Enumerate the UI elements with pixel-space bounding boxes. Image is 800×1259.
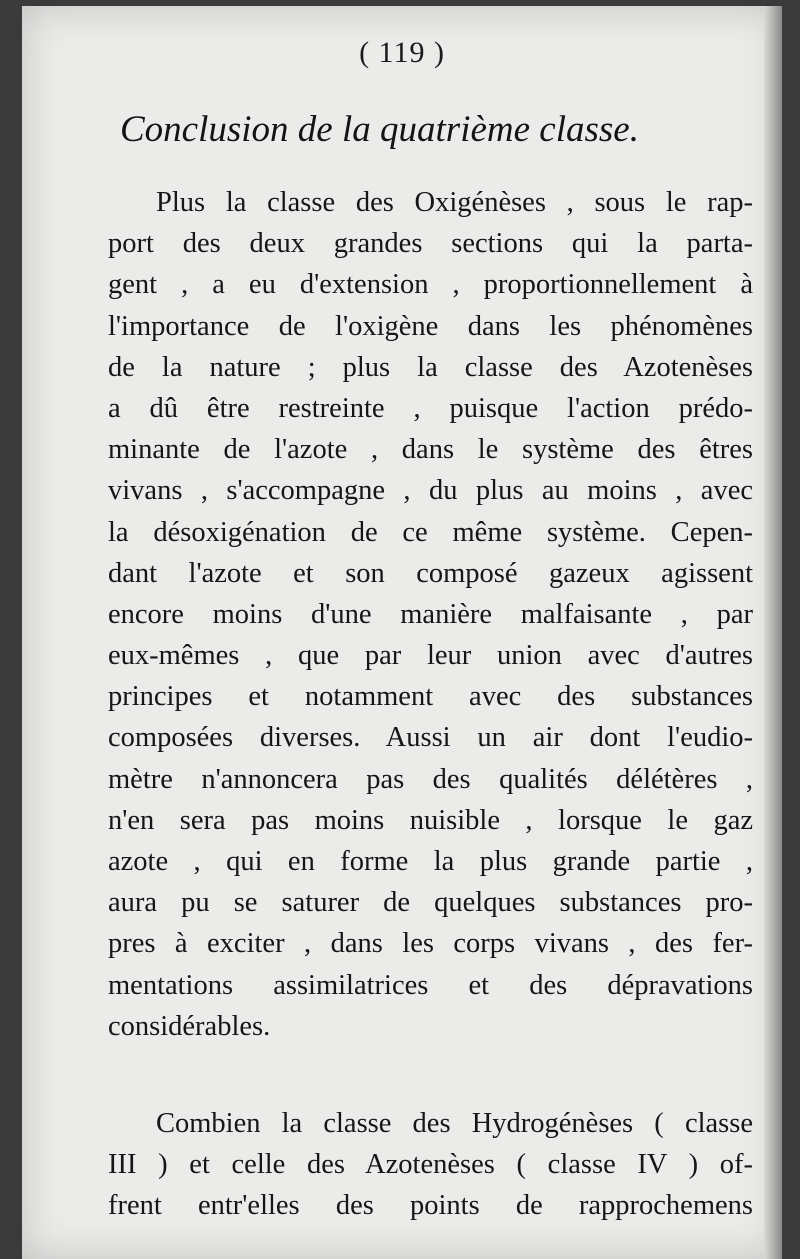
text-line: gent , a eu d'extension , proportionnellement à [108, 269, 753, 301]
text-line: III ) et celle des Azotenèses ( classe IV ) of- [108, 1149, 753, 1181]
book-page [22, 6, 782, 1259]
text-line: aura pu se saturer de quelques substances pro- [108, 887, 753, 919]
text-line: Plus la classe des Oxigénèses , sous le rap- [156, 187, 753, 218]
text-line: minante de l'azote , dans le système des êtres [108, 434, 753, 466]
text-line: composées diverses. Aussi un air dont l'eudio- [108, 722, 753, 754]
text-line: de la nature ; plus la classe des Azotenèses [108, 351, 753, 383]
text-line: azote , qui en forme la plus grande partie , [108, 846, 753, 877]
text-line: dant l'azote et son composé gazeux agissent [108, 557, 753, 589]
text-line: port des deux grandes sections qui la parta- [108, 228, 753, 260]
paragraph-1 [108, 182, 753, 1047]
text-line: considérables. [108, 1010, 271, 1042]
text-line: mentations assimilatrices et des dépravations [108, 969, 753, 1001]
text-line: vivans , s'accompagne , du plus au moins , avec [108, 475, 753, 507]
text-line: a dû être restreinte , puisque l'action prédo- [108, 392, 753, 424]
text-line: l'importance de l'oxigène dans les phénomènes [108, 310, 753, 342]
text-line: n'en sera pas moins nuisible , lorsque le gaz [108, 804, 753, 836]
section-heading: Conclusion de la quatrième classe. [120, 109, 639, 150]
text-line: principes et notamment avec des substances [108, 681, 753, 713]
page-number: ( 119 ) [359, 36, 445, 69]
text-line: frent entr'elles des points de rapprochemens [108, 1190, 753, 1222]
text-line: la désoxigénation de ce même système. Cepen- [108, 516, 753, 548]
page-edge [764, 6, 782, 1259]
text-line: eux-mêmes , que par leur union avec d'autres [108, 640, 753, 672]
text-line: encore moins d'une manière malfaisante , par [108, 598, 753, 630]
paragraph-2 [108, 1103, 753, 1227]
text-line: Combien la classe des Hydrogénèses ( classe [156, 1108, 753, 1139]
text-line: pres à exciter , dans les corps vivans , des fer- [108, 928, 753, 960]
text-line: mètre n'annoncera pas des qualités délétères , [108, 763, 753, 795]
